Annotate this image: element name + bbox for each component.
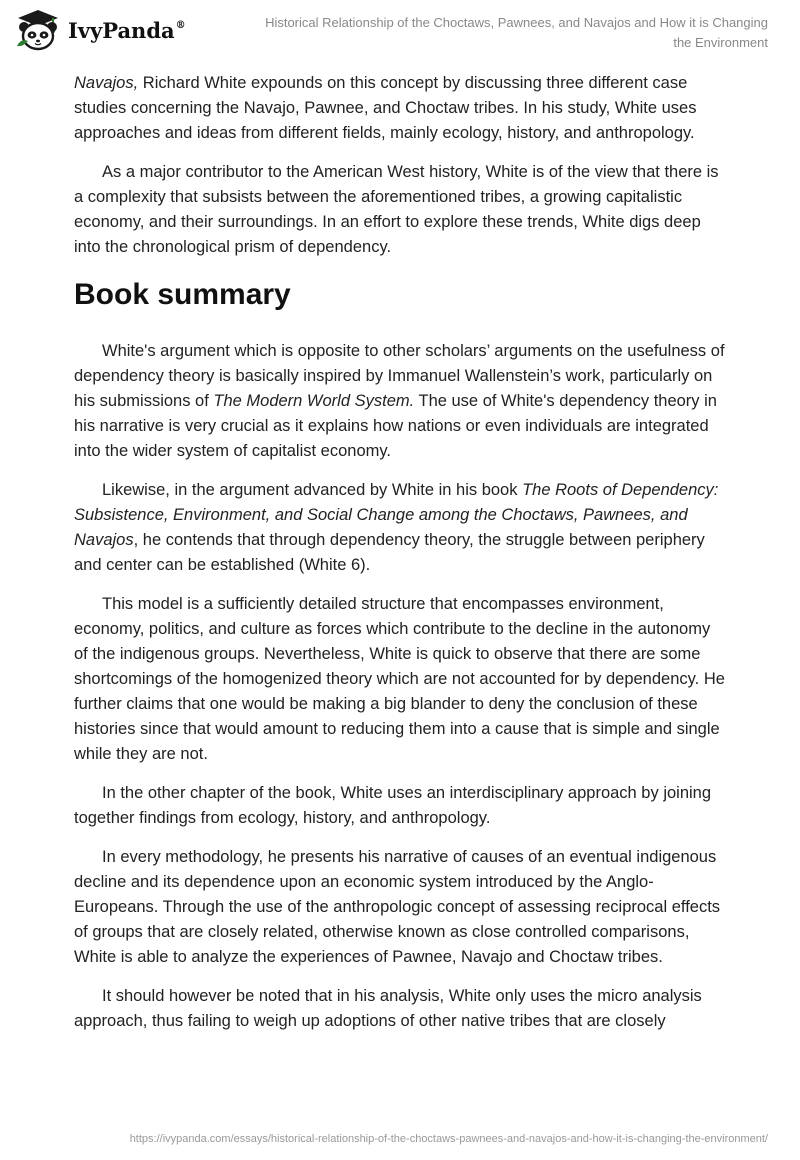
essay-body xyxy=(74,71,728,1048)
paragraph: As a major contributor to the American West history, White is of the view that there is a complexity that subsists between the aforementioned tribes, a growing capitalistic economy, and their surroundings. In an effort to explore these trends, White digs deep into the chronological prism of dependency. xyxy=(74,163,719,256)
paragraph: In the other chapter of the book, White uses an interdisciplinary approach by joining together findings from ecology, history, and anthropology. xyxy=(74,784,712,827)
page-header xyxy=(0,0,800,60)
panda-icon xyxy=(14,8,62,52)
paragraph: This model is a sufficiently detailed structure that encompasses environment, economy, politics, and culture as forces which contribute to the decline in the autonomy of the indigenous groups. Nevertheless, White is quick to observe that there are some shortcomings of the homogenized theory which are not accounted for by dependency. He further claims that one would be making a big blander to deny the conclusion of these histories since that would amount to reducing them into a cause that is simple and single while they are not. xyxy=(74,595,725,763)
document-title: Historical Relationship of the Choctaws, Pawnees, and Navajos and How it is Changing the Environment xyxy=(265,15,768,50)
paragraph: It should however be noted that in his analysis, White only uses the micro analysis approach, thus failing to weigh up adoptions of other native tribes that are closely xyxy=(74,987,702,1030)
section-heading: Book summary xyxy=(74,278,291,311)
source-url[interactable]: https://ivypanda.com/essays/historical-relationship-of-the-choctaws-pawnees-and-navajos-and-how-it-is-changing-the-environment/ xyxy=(129,1133,768,1145)
paragraph: Navajos, Richard White expounds on this concept by discussing three different case studies concerning the Navajo, Pawnee, and Choctaw tribes. In his study, White uses approaches and ideas from different fields, mainly ecology, history, and anthropology. xyxy=(74,74,697,142)
paragraph: Likewise, in the argument advanced by White in his book The Roots of Dependency: Subsistence, Environment, and Social Change among the Choctaws, Pawnees, and Navajos, he contends that through dependency theory, the struggle between periphery and center can be established (White 6). xyxy=(74,481,719,574)
paragraph: White's argument which is opposite to other scholars’ arguments on the usefulness of dependency theory is basically inspired by Immanuel Wallenstein’s work, particularly on his submissions of The Modern World System. The use of White's dependency theory in his narrative is very crucial as it explains how nations or even individuals are integrated into the wider system of capitalist economy. xyxy=(74,342,725,460)
paragraph: In every methodology, he presents his narrative of causes of an eventual indigenous decline and its dependence upon an economic system introduced by the Anglo- Europeans. Through the use of the anthropologic concept of assessing reciprocal effects of groups that are closely related, otherwise known as close controlled comparisons, White is able to analyze the experiences of Pawnee, Navajo and Choctaw tribes. xyxy=(74,848,721,966)
ivypanda-logo[interactable] xyxy=(14,8,186,52)
brand-name: IvyPanda® xyxy=(68,17,186,43)
